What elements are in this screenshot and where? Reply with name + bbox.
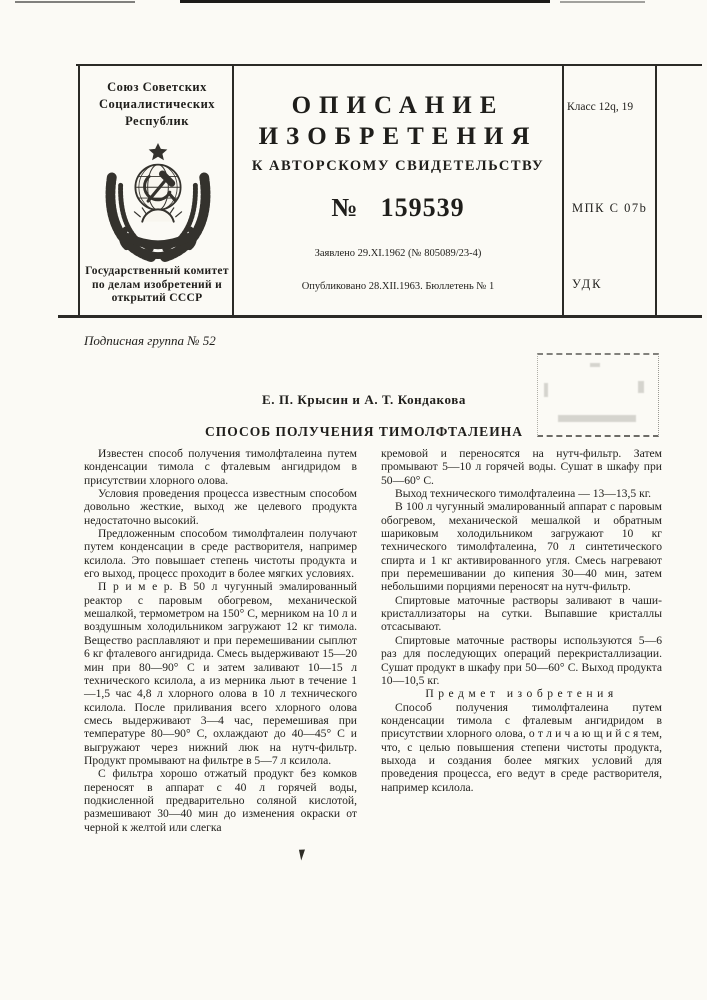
body-column-left bbox=[84, 447, 357, 834]
authors-line: Е. П. Крысин и А. Т. Кондакова bbox=[262, 392, 466, 407]
ussr-coat-of-arms bbox=[99, 138, 217, 266]
paragraph-continuation: кремовой и переносятся на нутч-фильтр. Затем промывают 5—10 л горячей воды. Сушат в шкафу при 50—60° С. bbox=[381, 447, 662, 487]
paragraph: Спиртовые маточные растворы используются 5—6 раз для последующих операций перекристаллизации. Сушат продукт в шкафу при 50—60° С. Выход продукта 10—10,5 кг. bbox=[381, 633, 662, 687]
publication-info: Опубликовано 28.XII.1963. Бюллетень № 1 bbox=[301, 281, 495, 292]
claims-paragraph: Способ получения тимолфталеина путем конденсации тимола с фталевым ангидридом в присутствии хлорного олова, о т л и ч а ю щ и й с я тем, что, с целью повышения степени чистоты продукта, выхода и создания более мягких условий для проведения процесса, его ведут в среде растворителя, например ксилола. bbox=[381, 700, 662, 794]
invention-title: СПОСОБ ПОЛУЧЕНИЯ ТИМОЛФТАЛЕИНА bbox=[205, 424, 523, 439]
subscription-group: Подписная группа № 52 bbox=[84, 333, 216, 348]
filing-info: Заявлено 29.XI.1962 (№ 805089/23-4) bbox=[314, 248, 482, 259]
paragraph: В 100 л чугунный эмалированный аппарат с паровым обогревом, механической мешалкой и обратным шариковым холодильником загружают 10 кг технического тимолфталеина, 70 л синтетического спирта и 1 кг активированного угля. Смесь нагревают при перемешивании до кипения 30—40 мин, затем небольшими порциями переносят на нутч-фильтр. bbox=[381, 500, 662, 594]
header-bottom-rule bbox=[58, 315, 702, 318]
document-type-line1: ОПИСАНИЕ bbox=[291, 92, 505, 119]
number-value: 159539 bbox=[380, 193, 465, 222]
paragraph: Условия проведения процесса известным способом довольно жесткие, выход же целевого продукта недостаточно высокий. bbox=[84, 487, 357, 527]
number-sign: № bbox=[331, 193, 359, 222]
paragraph: С фильтра хорошо отжатый продукт без комков переносят в аппарат с 40 л горячей воды, подкисленной предварительно соляной кислотой, размешивают 30—40 мин до изменения окраски от черной к желтой или слегка bbox=[84, 767, 357, 834]
udc-label: УДК bbox=[572, 277, 603, 291]
document-type-heading bbox=[233, 90, 563, 152]
claims-heading: Предмет изобретения bbox=[425, 687, 618, 701]
patent-number bbox=[233, 193, 563, 223]
ipc-label: МПК С 07b bbox=[572, 201, 648, 215]
paragraph: Известен способ получения тимолфталеина путем конденсации тимола с фталевым ангидридом в присутствии хлорного олова. bbox=[84, 447, 357, 487]
class-label: Класс 12q, 19 bbox=[567, 101, 634, 113]
paragraph: Предложенным способом тимолфталеин получают путем конденсации в среде растворителя, например ксилола. Это повышает степень чистоты продукта и его выход, процесс проходит в более мягких условиях. bbox=[84, 527, 357, 581]
scan-edge-artifact bbox=[15, 1, 135, 3]
paragraph: Спиртовые маточные растворы заливают в чаши-кристаллизаторы на сутки. Выпавшие кристаллы отсасывают. bbox=[381, 593, 662, 634]
scan-edge-artifact bbox=[560, 1, 645, 3]
scan-edge-artifact bbox=[180, 0, 550, 3]
ink-blot-artifact bbox=[299, 848, 307, 860]
issuing-country: Союз Советских Социалистических Республик bbox=[98, 80, 216, 128]
paragraph: Выход технического тимолфталеина — 13—13,5 кг. bbox=[395, 487, 652, 501]
committee-name: Государственный комитет по делам изобретений и открытий СССР bbox=[85, 265, 229, 304]
body-column-right bbox=[381, 447, 662, 794]
document-subtype: К АВТОРСКОМУ СВИДЕТЕЛЬСТВУ bbox=[251, 158, 545, 174]
header-top-rule bbox=[76, 64, 702, 66]
document-type-line2: ИЗОБРЕТЕНИЯ bbox=[258, 123, 538, 150]
paragraph-example: П р и м е р. В 50 л чугунный эмалированный реактор с паровым обогревом, механической мешалкой, термометром на 150° С, мерником на 10 л и воздушным холодильником загружают 12 кг тимола. Вещество расплавляют и при перемешивании сыплют 6 кг фталевого ангидрида. Смесь выдерживают 15—20 мин при 80—90° С и затем заливают 10—15 л технического ксилола, а из мерника льют в течение 1—1,5 час 4,8 л хлорного олова в 10 л технического ксилола. После приливания всего хлорного олова смесь выдерживают 3—4 час, перемешивая при температуре 80—90° С, охлаждают до 40—45° С и выгружают через нижний люк на нутч-фильтр. Продукт промывают на фильтре в 5—7 л ксилола. bbox=[84, 580, 357, 767]
